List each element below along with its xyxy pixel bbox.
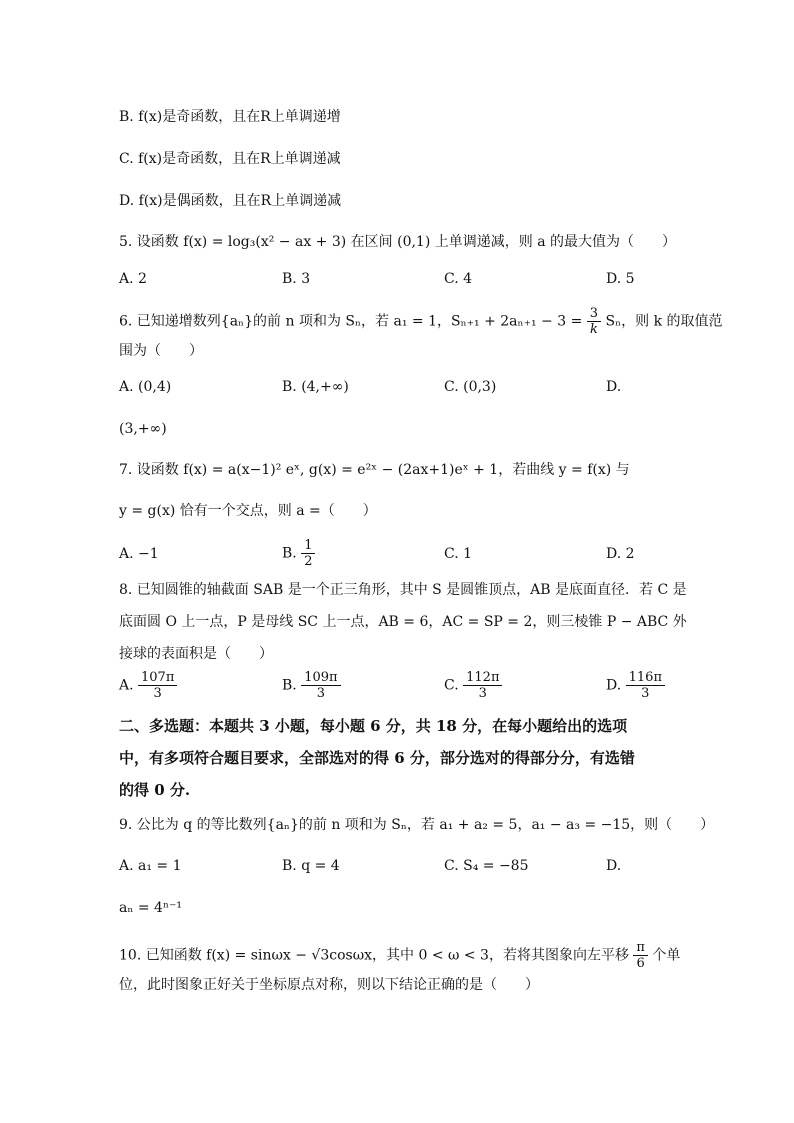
- question-6-line-2: 围为（ ）: [119, 343, 203, 359]
- q8-option-d-fraction: [626, 670, 665, 701]
- q8-a-frac-den: 3: [153, 686, 162, 701]
- q7-b-frac-num: 1: [301, 538, 315, 554]
- q9-option-d-value: aₙ = 4ⁿ⁻¹: [119, 900, 182, 916]
- q7-option-a: A. −1: [119, 546, 159, 562]
- q8-c-frac-num: 112π: [463, 670, 502, 686]
- option-d-line: D. f(x)是偶函数，且在R上单调递减: [119, 193, 342, 209]
- q8-option-b-fraction: [301, 670, 340, 701]
- q9-option-c: C. S₄ = −85: [444, 858, 529, 874]
- q9-option-b: B. q = 4: [282, 858, 340, 874]
- q7-option-b-fraction: [301, 538, 315, 569]
- section-2-heading-line-2: 中，有多项符合题目要求，全部选对的得 6 分，部分选对的得部分分，有选错: [119, 749, 635, 767]
- q6-text-tail: Sₙ，则 k 的取值范: [605, 313, 723, 330]
- q6-option-a: A. (0,4): [119, 379, 172, 395]
- q8-option-b-label: B.: [282, 677, 297, 694]
- q10-frac-num: π: [633, 940, 648, 956]
- q8-d-frac-num: 116π: [626, 670, 665, 686]
- q8-option-a-label: A.: [119, 677, 134, 694]
- q5-option-c: C. 4: [444, 271, 473, 287]
- q6-option-b: B. (4,+∞): [282, 379, 349, 395]
- q7-option-b-label: B.: [282, 545, 297, 562]
- q9-option-a: A. a₁ = 1: [119, 858, 182, 874]
- q7-option-b: [282, 538, 315, 569]
- q5-option-b: B. 3: [282, 271, 311, 287]
- q8-a-frac-num: 107π: [138, 670, 177, 686]
- q8-option-b: [282, 670, 341, 701]
- question-9: 9. 公比为 q 的等比数列{aₙ}的前 n 项和为 Sₙ，若 a₁ + a₂ = 5，a₁ − a₃ = −15，则（ ）: [119, 817, 715, 833]
- option-c-line: C. f(x)是奇函数，且在R上单调递减: [119, 151, 341, 167]
- question-8-line-3: 接球的表面积是（ ）: [119, 646, 273, 662]
- q6-option-c: C. (0,3): [444, 379, 497, 395]
- q5-option-d: D. 5: [606, 271, 635, 287]
- q8-c-frac-den: 3: [478, 686, 487, 701]
- q8-d-frac-den: 3: [641, 686, 650, 701]
- q8-b-frac-den: 3: [316, 686, 326, 701]
- question-8-line-2: 底面圆 O 上一点，P 是母线 SC 上一点，AB = 6，AC = SP = 2，则三棱锥 P − ABC 外: [119, 614, 687, 630]
- q10-fraction: [633, 940, 648, 971]
- question-8-line-1: 8. 已知圆锥的轴截面 SAB 是一个正三角形，其中 S 是圆锥顶点，AB 是底面直径．若 C 是: [119, 582, 687, 598]
- q10-text-tail: 个单: [652, 947, 681, 964]
- q6-option-d-value: (3,+∞): [119, 421, 167, 437]
- q8-option-a-fraction: [138, 670, 177, 701]
- q7-option-d: D. 2: [606, 546, 635, 562]
- q8-option-c-fraction: [463, 670, 502, 701]
- section-2-heading-line-3: 的得 0 分.: [119, 781, 191, 799]
- question-5: 5. 设函数 f(x) = log₃(x² − ax + 3) 在区间 (0,1) 上单调递减，则 a 的最大值为（ ）: [119, 234, 676, 250]
- q6-text: 6. 已知递增数列{aₙ}的前 n 项和为 Sₙ，若 a₁ = 1，Sₙ₊₁ + 2aₙ₊₁ − 3 =: [119, 313, 583, 330]
- q8-b-frac-num: 109π: [301, 670, 340, 686]
- q6-option-d: D.: [606, 379, 622, 395]
- question-7-line-1: 7. 设函数 f(x) = a(x−1)² eˣ, g(x) = e²ˣ − (2ax+1)eˣ + 1，若曲线 y = f(x) 与: [119, 462, 630, 478]
- section-2-heading-line-1: 二、多选题：本题共 3 小题，每小题 6 分，共 18 分，在每小题给出的选项: [119, 717, 628, 735]
- q5-option-a: A. 2: [119, 271, 147, 287]
- question-6-line-1: [119, 306, 723, 337]
- q8-option-d: [606, 670, 665, 701]
- question-7-line-2: y = g(x) 恰有一个交点，则 a =（ ）: [119, 503, 377, 519]
- q8-option-a: [119, 670, 177, 701]
- q8-option-c-label: C.: [444, 677, 459, 694]
- option-b-line: B. f(x)是奇函数，且在R上单调递增: [119, 109, 341, 125]
- q10-frac-den: 6: [636, 956, 645, 971]
- question-10-line-2: 位，此时图象正好关于坐标原点对称，则以下结论正确的是（ ）: [119, 977, 539, 993]
- q10-text: 10. 已知函数 f(x) = sinωx − √3cosωx，其中 0 < ω < 3，若将其图象向左平移: [119, 947, 629, 964]
- q6-frac-den: k: [589, 322, 598, 337]
- q6-fraction: [587, 306, 601, 337]
- q7-option-c: C. 1: [444, 546, 473, 562]
- question-10-line-1: [119, 940, 680, 971]
- q8-option-d-label: D.: [606, 677, 622, 694]
- q9-option-d: D.: [606, 858, 622, 874]
- q6-frac-num: 3: [587, 306, 601, 322]
- q8-option-c: [444, 670, 502, 701]
- q7-b-frac-den: 2: [304, 554, 313, 569]
